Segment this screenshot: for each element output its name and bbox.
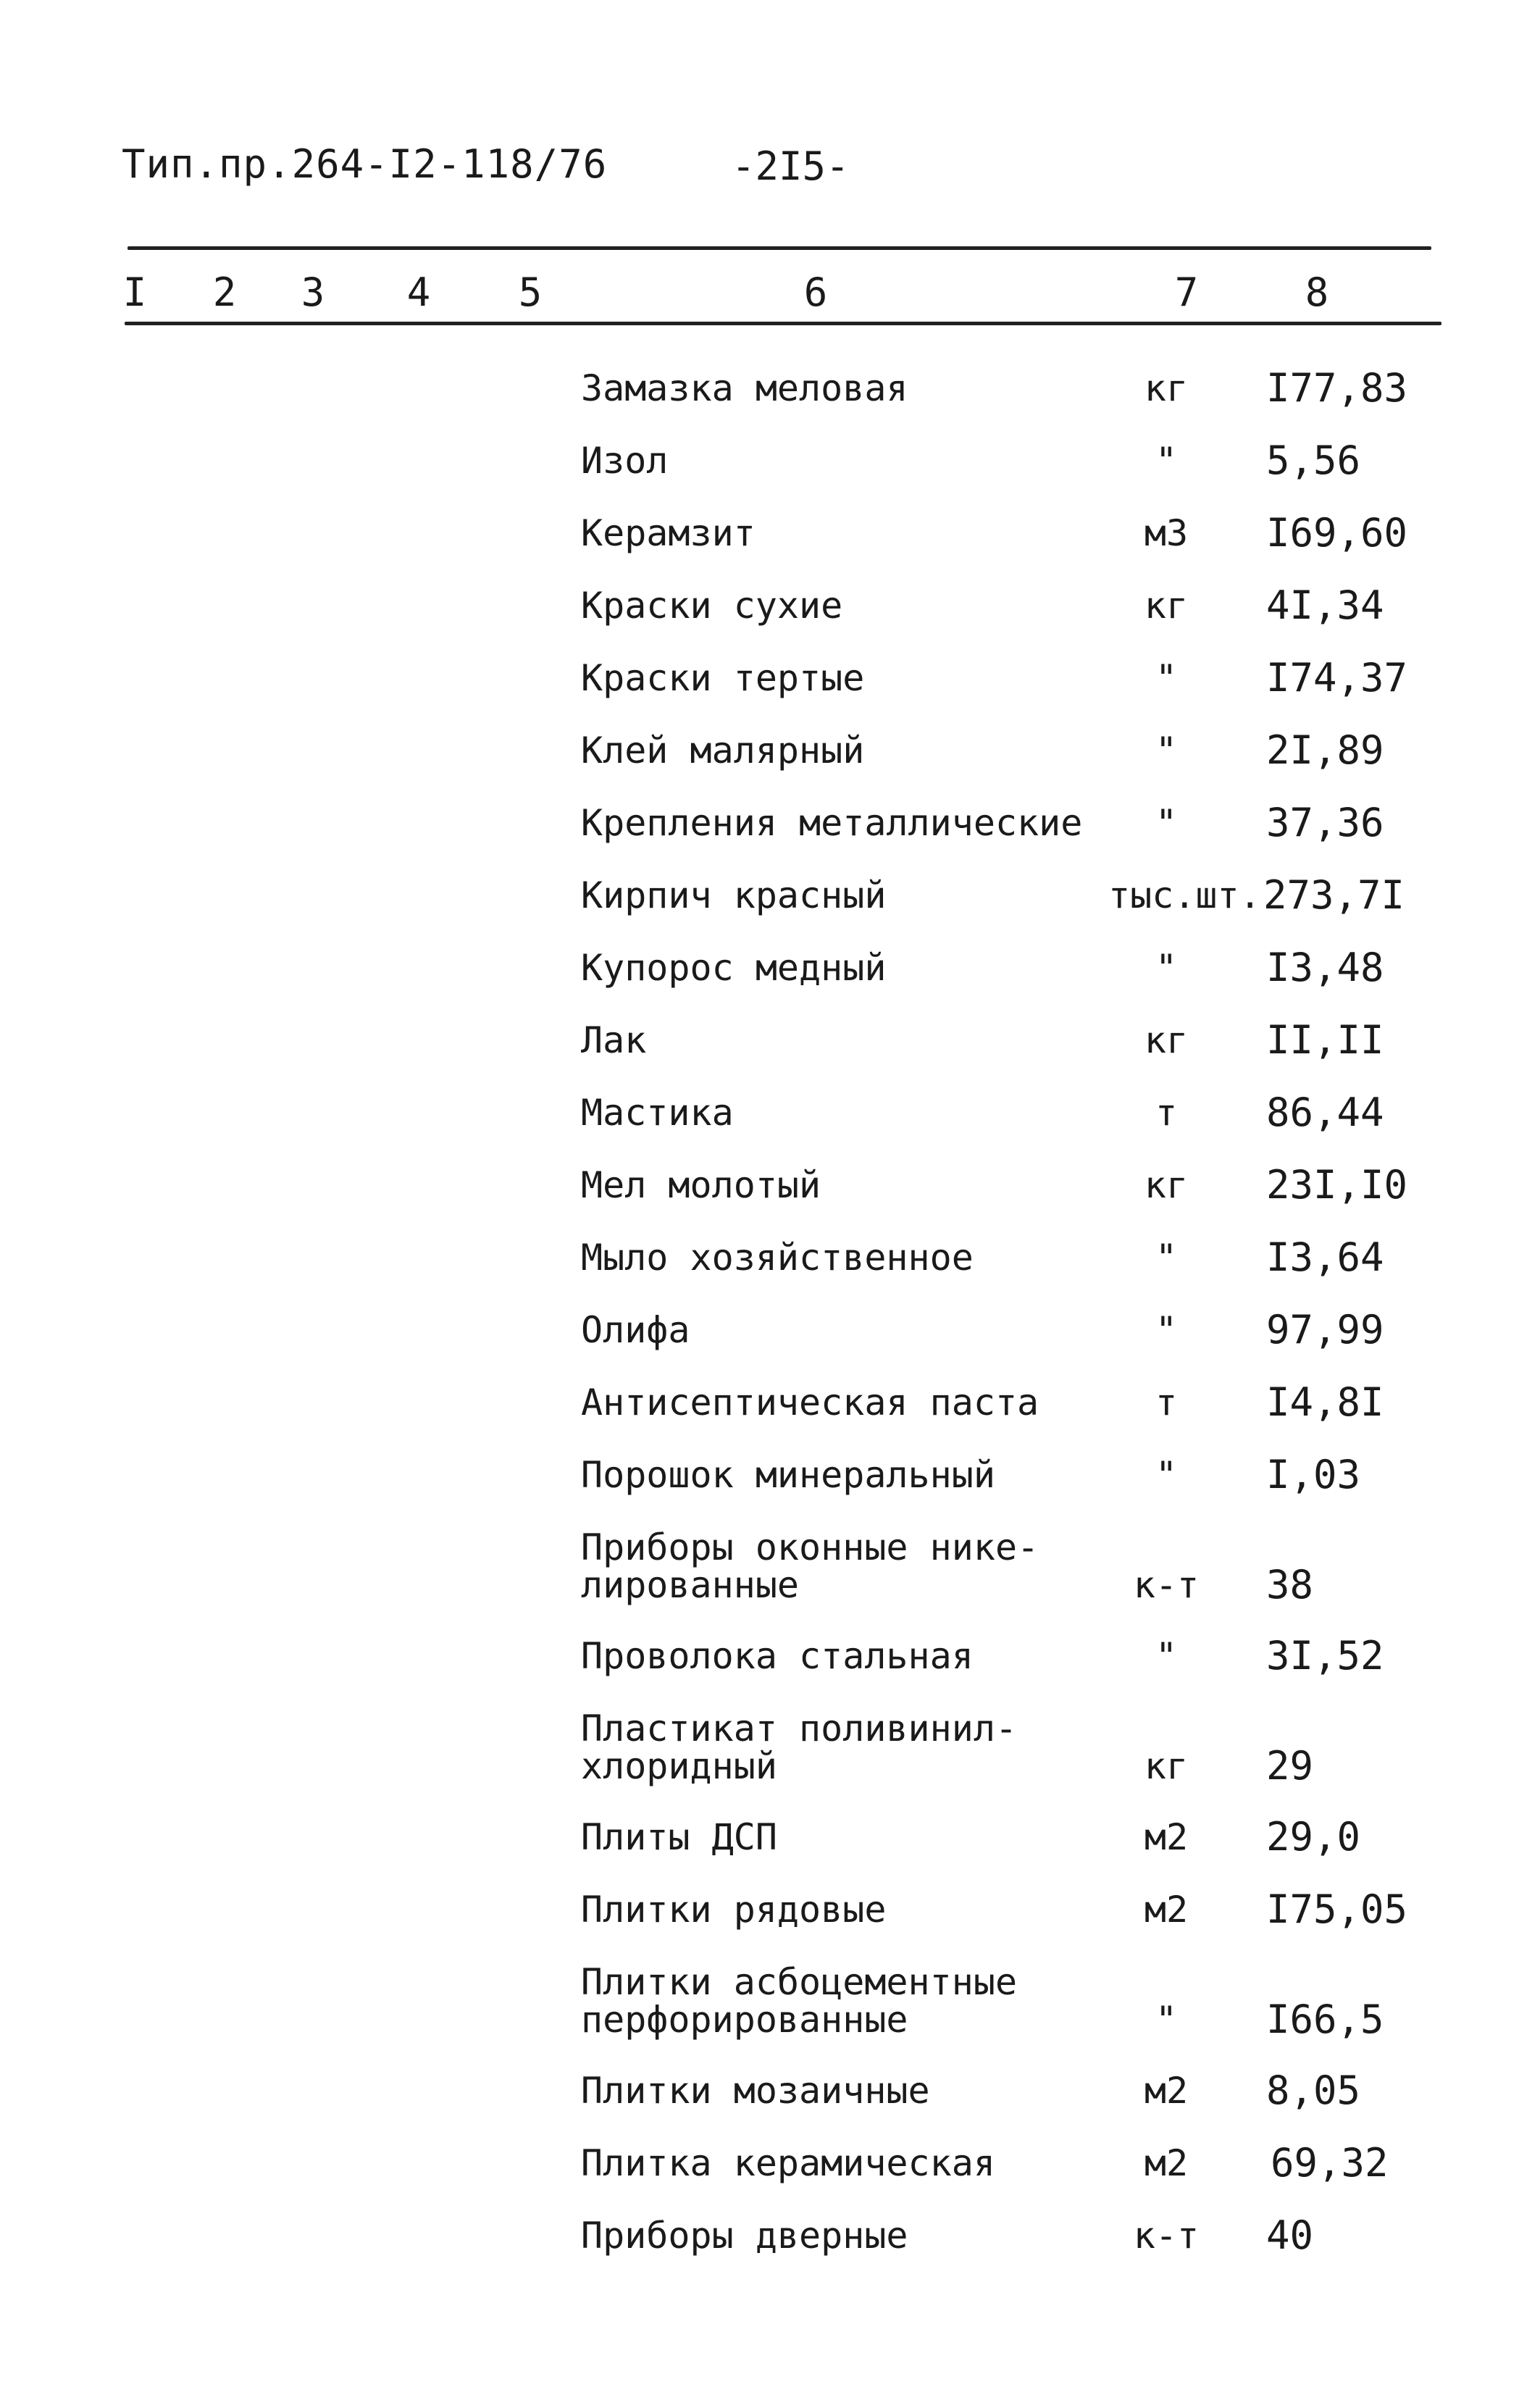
quantity: 273,7I: [1263, 872, 1405, 918]
material-name: Плитки мозаичные: [581, 2070, 930, 2112]
unit: м2: [1144, 2142, 1189, 2184]
column-number-1: I: [122, 269, 147, 315]
quantity: 40: [1266, 2212, 1314, 2258]
quantity: 4I,34: [1266, 582, 1384, 628]
material-name: Краски тертые: [581, 657, 865, 699]
table-row: [0, 1376, 1540, 1449]
unit: м2: [1144, 2070, 1189, 2112]
material-name: Купорос медный: [581, 947, 887, 989]
table-row: [0, 1014, 1540, 1087]
table-row: [0, 1304, 1540, 1376]
unit: ": [1155, 1999, 1178, 2041]
table-row: [0, 1087, 1540, 1159]
table-row: [0, 1449, 1540, 1521]
unit: к-т: [1133, 2215, 1200, 2257]
quantity: I74,37: [1266, 655, 1408, 701]
unit: кг: [1144, 1164, 1189, 1206]
unit: ": [1155, 657, 1178, 699]
table-row: [0, 1956, 1540, 2065]
material-name: Мел молотый: [581, 1164, 821, 1206]
material-name: Порошок минеральный: [581, 1454, 995, 1496]
document-code: Тип.пр.264-I2-118/76: [122, 141, 608, 187]
table-row: [0, 869, 1540, 942]
header-rule-bottom: [125, 322, 1441, 325]
material-name: Приборы оконные нике- лированные: [581, 1526, 1039, 1606]
column-number-6: 6: [803, 269, 828, 315]
unit: ": [1155, 440, 1178, 482]
material-name: Проволока стальная: [581, 1635, 974, 1677]
header-rule-top: [127, 246, 1431, 250]
unit: ": [1155, 1454, 1178, 1496]
table-row: [0, 2137, 1540, 2210]
unit: к-т: [1133, 1564, 1200, 1606]
unit: т: [1155, 1382, 1178, 1424]
material-name: Краски сухие: [581, 585, 843, 627]
material-name: Замазка меловая: [581, 367, 908, 409]
column-number-3: 3: [301, 269, 325, 315]
column-number-4: 4: [406, 269, 431, 315]
material-name: Кирпич красный: [581, 874, 887, 916]
quantity: 69,32: [1271, 2140, 1389, 2186]
quantity: I3,48: [1266, 945, 1384, 990]
material-name: Мастика: [581, 1092, 734, 1134]
column-number-2: 2: [212, 269, 237, 315]
material-name: Плиты ДСП: [581, 1816, 777, 1858]
table-row: [0, 1232, 1540, 1304]
unit: тыс.шт.: [1108, 874, 1261, 916]
material-name: Олифа: [581, 1309, 690, 1351]
table-row: [0, 1630, 1540, 1702]
quantity: I69,60: [1266, 510, 1408, 556]
material-name: Плитки рядовые: [581, 1889, 887, 1931]
unit: кг: [1144, 1745, 1189, 1787]
quantity: 8,05: [1266, 2068, 1361, 2113]
material-name: Мыло хозяйственное: [581, 1237, 974, 1279]
column-number-5: 5: [518, 269, 543, 315]
quantity: 23I,I0: [1266, 1162, 1408, 1208]
table-row: [0, 1811, 1540, 1884]
table-row: [0, 2065, 1540, 2137]
material-name: Клей малярный: [581, 730, 865, 772]
table-row: [0, 1884, 1540, 1956]
table-row: [0, 2210, 1540, 2282]
material-name: Пластикат поливинил- хлоридный: [581, 1708, 1018, 1787]
table-row: [0, 942, 1540, 1014]
table-row: [0, 507, 1540, 580]
unit: ": [1155, 1237, 1178, 1279]
quantity: I77,83: [1266, 365, 1408, 411]
materials-table: [0, 362, 1540, 2282]
unit: кг: [1144, 585, 1189, 627]
table-row: [0, 724, 1540, 797]
quantity: II,II: [1266, 1017, 1384, 1063]
table-row: [0, 797, 1540, 869]
unit: ": [1155, 802, 1178, 844]
quantity: 2I,89: [1266, 727, 1384, 773]
table-row: [0, 1702, 1540, 1811]
material-name: Плитка керамическая: [581, 2142, 995, 2184]
quantity: I4,8I: [1266, 1379, 1384, 1425]
table-row: [0, 362, 1540, 435]
column-number-7: 7: [1174, 269, 1199, 315]
unit: ": [1155, 730, 1178, 772]
material-name: Лак: [581, 1019, 647, 1061]
quantity: I,03: [1266, 1452, 1361, 1497]
unit: т: [1155, 1092, 1178, 1134]
unit: м2: [1144, 1889, 1189, 1931]
unit: м2: [1144, 1816, 1189, 1858]
unit: кг: [1144, 1019, 1189, 1061]
material-name: Плитки асбоцементные перфорированные: [581, 1961, 1018, 2041]
unit: кг: [1144, 367, 1189, 409]
quantity: I75,05: [1266, 1886, 1408, 1932]
unit: ": [1155, 947, 1178, 989]
material-name: Крепления металлические: [581, 802, 1083, 844]
table-row: [0, 1521, 1540, 1630]
material-name: Приборы дверные: [581, 2215, 908, 2257]
unit: ": [1155, 1309, 1178, 1351]
column-number-8: 8: [1305, 269, 1329, 315]
material-name: Керамзит: [581, 512, 756, 554]
quantity: 97,99: [1266, 1307, 1384, 1353]
table-row: [0, 435, 1540, 507]
unit: ": [1155, 1635, 1178, 1677]
quantity: 29: [1266, 1743, 1314, 1789]
material-name: Изол: [581, 440, 669, 482]
quantity: 86,44: [1266, 1090, 1384, 1135]
unit: м3: [1144, 512, 1189, 554]
material-name: Антисептическая паста: [581, 1382, 1039, 1424]
page-number: -2I5-: [732, 143, 850, 189]
quantity: 29,0: [1266, 1814, 1361, 1860]
quantity: 5,56: [1266, 438, 1361, 483]
table-row: [0, 580, 1540, 652]
quantity: I66,5: [1266, 1997, 1384, 2042]
quantity: 38: [1266, 1562, 1314, 1608]
quantity: 3I,52: [1266, 1633, 1384, 1679]
table-row: [0, 1159, 1540, 1232]
quantity: 37,36: [1266, 800, 1384, 845]
quantity: I3,64: [1266, 1234, 1384, 1280]
table-row: [0, 652, 1540, 724]
